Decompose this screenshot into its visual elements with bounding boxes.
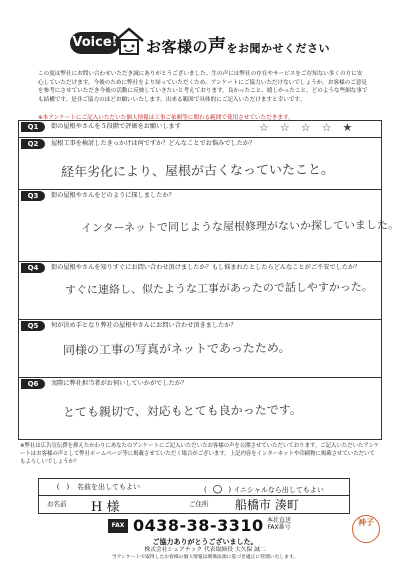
question-6 [19,377,381,440]
consent-name-option: ( ) 名前を出してもよい [56,483,140,491]
question-number: Q4 [21,263,45,273]
hanko-seal: 神子 [352,515,380,543]
question-text: 街の屋根やさんを５段階で評価をお願いします [51,123,181,130]
fax-number: 0438-38-3310 [133,516,264,535]
address-label: ご住所 [189,500,209,508]
thanks-text: ご協力ありがとうございました。 [152,538,258,546]
question-text: 街の屋根やさんを知りすぐにお問い合わせ頂けましたか？もし悩まれたとしたらどんなことがご不安でしたか？ [51,264,361,271]
voice-badge: Voice! [70,32,120,54]
privacy-footer: 当アンケートで取得したお客様の個人情報は関係法規に基づき適正に管理いたします。 [111,555,299,560]
question-text: 実際に弊社担当者がお伺いしていかがでしたか？ [51,380,188,387]
company-name: 株式会社シェアテック 代表取締役 大久保 誠二 [144,546,266,553]
question-text: 何が決め手となり弊社の屋根やさんにお問い合わせ頂きましたか？ [51,322,237,329]
survey-form [18,120,400,440]
handwritten-answer: インターネットで同じような屋根修理がないか探していました。 [80,218,400,235]
intro-text: この度は弊社にお問い合わせいただき誠にありがとうございました。生の声には弊社の存在やサービスをご存知ない多くの方に安心していただけます。今後のために弊社をより知っていただくため、アンケートにご協力いただけないでしょうか。お客様のご意見を参考にさせていただき今後の活動に反映していきたいと考えております。良かったこと、嬉しかったこと、どのような些細な事でも結構です。是非ご協力のほどお願いいたします。出来る範囲で具体的にご記入いただけますと幸いです。 [38,71,368,103]
handwritten-answer: 経年劣化により、屋根が古くなっていたこと。 [60,162,335,181]
rating-stars: ☆☆☆☆★ [259,121,364,134]
question-number: Q2 [21,139,45,149]
question-number: Q6 [21,379,45,389]
handwritten-answer: とても親切で、対応もとても良かったです。 [62,402,302,420]
name-value: H 様 [91,500,120,515]
fax-label: 本社直送FAX番号 [266,517,291,531]
question-5 [19,319,381,378]
question-text: 街の屋根やさんをどのように探しましたか？ [51,192,175,199]
question-number: Q3 [21,191,45,201]
question-3 [19,189,400,262]
question-4 [19,261,381,320]
consent-initial-option: ( ○ ) イニシャルなら出してもよい [204,482,324,495]
question-number: Q1 [21,122,45,132]
consent-box [38,478,350,514]
footer [95,539,315,562]
house-icon [112,26,146,56]
question-2 [19,137,381,190]
fax-icon: FAX [108,519,128,533]
address-value: 船橋市 湊町 [235,498,299,512]
disclaimer-text: ※弊社は広告宣伝費を抑えたかわりにあなたのアンケートにご記入いただいたお客様の声を公開させていただいております。ご記入いただいたアンケートはお客様の声として弊社ホームページ等に掲載させていただく場合がございます。上記内容をインターネットや印刷物に掲載させていただいてもよろしいでしょうか？ [20,443,380,465]
initial-circle-mark: ○ [212,482,223,495]
handwritten-answer: 同様の工事の写真がネットであったため。 [62,340,291,358]
privacy-note: ※本アンケートにご記入いただいた個人情報は工事ご依頼等に関わる範囲で使用させていただきます。 [38,115,294,121]
page-title: お客様の声をお聞かせください [146,36,331,57]
name-label: お名前 [47,500,67,508]
question-1 [19,121,381,137]
question-number: Q5 [21,321,45,331]
question-text: 屋根工事を検討したきっかけは何ですか？どんなことでお悩みでしたか？ [51,140,256,147]
handwritten-answer: すぐに連絡し、似たような工事があったので話しやすかった。 [64,280,373,297]
